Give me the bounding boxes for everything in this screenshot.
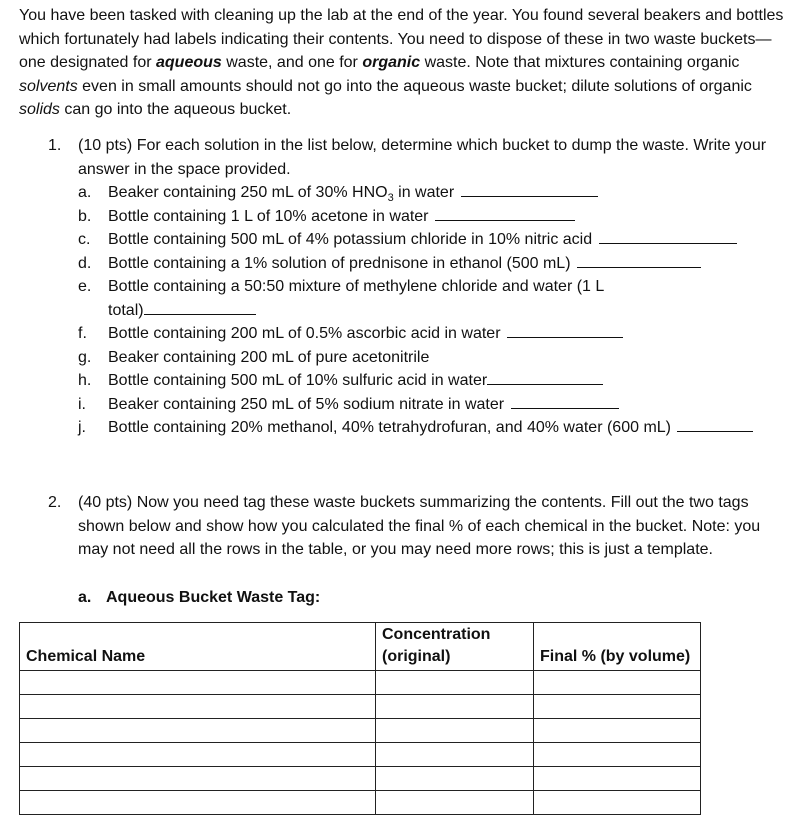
table-cell[interactable] <box>20 791 376 815</box>
waste-item-list <box>78 181 768 440</box>
col-final-percent: Final % (by volume) <box>534 623 701 671</box>
table-cell[interactable] <box>20 695 376 719</box>
table-cell[interactable] <box>534 695 701 719</box>
table-cell[interactable] <box>376 695 534 719</box>
table-cell[interactable] <box>376 767 534 791</box>
table-row <box>20 767 701 791</box>
col-chemical-name: Chemical Name <box>20 623 376 671</box>
answer-blank[interactable] <box>144 299 256 315</box>
answer-blank[interactable] <box>507 322 623 338</box>
question-2-text: (40 pts) Now you need tag these waste buckets summarizing the contents. Fill out the two tags shown below and show how you calculated the final % of each chemical in the bucket. Note: you may not need all the rows in the table, or you may need more rows; this is just a template. <box>78 494 761 558</box>
list-item: j. Bottle containing 20% methanol, 40% tetrahydrofuran, and 40% water (600 mL) <box>78 416 793 440</box>
answer-blank[interactable] <box>487 369 603 385</box>
list-item: e. Bottle containing a 50:50 mixture of methylene chloride and water (1 L total) <box>78 278 604 319</box>
table-cell[interactable] <box>376 671 534 695</box>
col-concentration: Concentration (original) <box>376 623 534 671</box>
table-cell[interactable] <box>376 719 534 743</box>
organic-emphasis: organic <box>362 54 421 71</box>
table-cell[interactable] <box>20 671 376 695</box>
answer-blank[interactable] <box>677 416 753 432</box>
table-row <box>20 743 701 767</box>
solids-emphasis: solids <box>19 101 60 118</box>
list-item: g. Beaker containing 200 mL of pure acetonitrile <box>78 348 430 366</box>
table-cell[interactable] <box>534 671 701 695</box>
answer-blank[interactable] <box>435 205 575 221</box>
list-item: f. Bottle containing 200 mL of 0.5% ascorbic acid in water <box>78 322 768 346</box>
list-item: i. Beaker containing 250 mL of 5% sodium nitrate in water <box>78 393 768 417</box>
table-cell[interactable] <box>376 791 534 815</box>
aqueous-waste-tag-table <box>19 622 701 815</box>
list-item: a. Beaker containing 250 mL of 30% $HNO_3$ in water <box>78 181 768 205</box>
answer-blank[interactable] <box>511 393 619 409</box>
table-cell[interactable] <box>20 743 376 767</box>
table-cell[interactable] <box>20 767 376 791</box>
question-1-text: (10 pts) For each solution in the list below, determine which bucket to dump the waste. Write your answer in the space provided. <box>78 137 767 178</box>
table-cell[interactable] <box>534 719 701 743</box>
table-cell[interactable] <box>534 791 701 815</box>
list-item: h. Bottle containing 500 mL of 10% sulfuric acid in water <box>78 369 768 393</box>
answer-blank[interactable] <box>577 252 701 268</box>
list-item: b. Bottle containing 1 L of 10% acetone in water <box>78 205 768 229</box>
table-row <box>20 719 701 743</box>
solvents-emphasis: solvents <box>19 77 78 95</box>
table-cell[interactable] <box>20 719 376 743</box>
list-item: c. Bottle containing 500 mL of 4% potassium chloride in 10% nitric acid <box>78 228 768 252</box>
question-2 <box>48 491 788 562</box>
question-1-number: 1. <box>48 137 62 154</box>
table-row <box>20 791 701 815</box>
table-cell[interactable] <box>534 743 701 767</box>
answer-blank[interactable] <box>461 181 598 197</box>
aqueous-tag-heading: a. Aqueous Bucket Waste Tag: <box>78 589 321 606</box>
question-2-number: 2. <box>48 494 62 511</box>
table-row <box>20 671 701 695</box>
aqueous-emphasis: aqueous <box>156 54 222 71</box>
question-1 <box>48 134 768 440</box>
table-cell[interactable] <box>534 767 701 791</box>
table-cell[interactable] <box>376 743 534 767</box>
list-item: d. Bottle containing a 1% solution of prednisone in ethanol (500 mL) <box>78 252 768 276</box>
intro-paragraph: You have been tasked with cleaning up the lab at the end of the year. You found several beakers and bottles which fortunately had labels indicating their contents. You need to dispose of these in two waste buckets—one designated for aqueous waste, and one for organic waste. Note that mixtures containing organic solvents even in small amounts should not go into the aqueous waste bucket; dilute solutions of organic solids can go into the aqueous bucket. <box>19 7 784 118</box>
answer-blank[interactable] <box>599 228 737 244</box>
table-row <box>20 695 701 719</box>
